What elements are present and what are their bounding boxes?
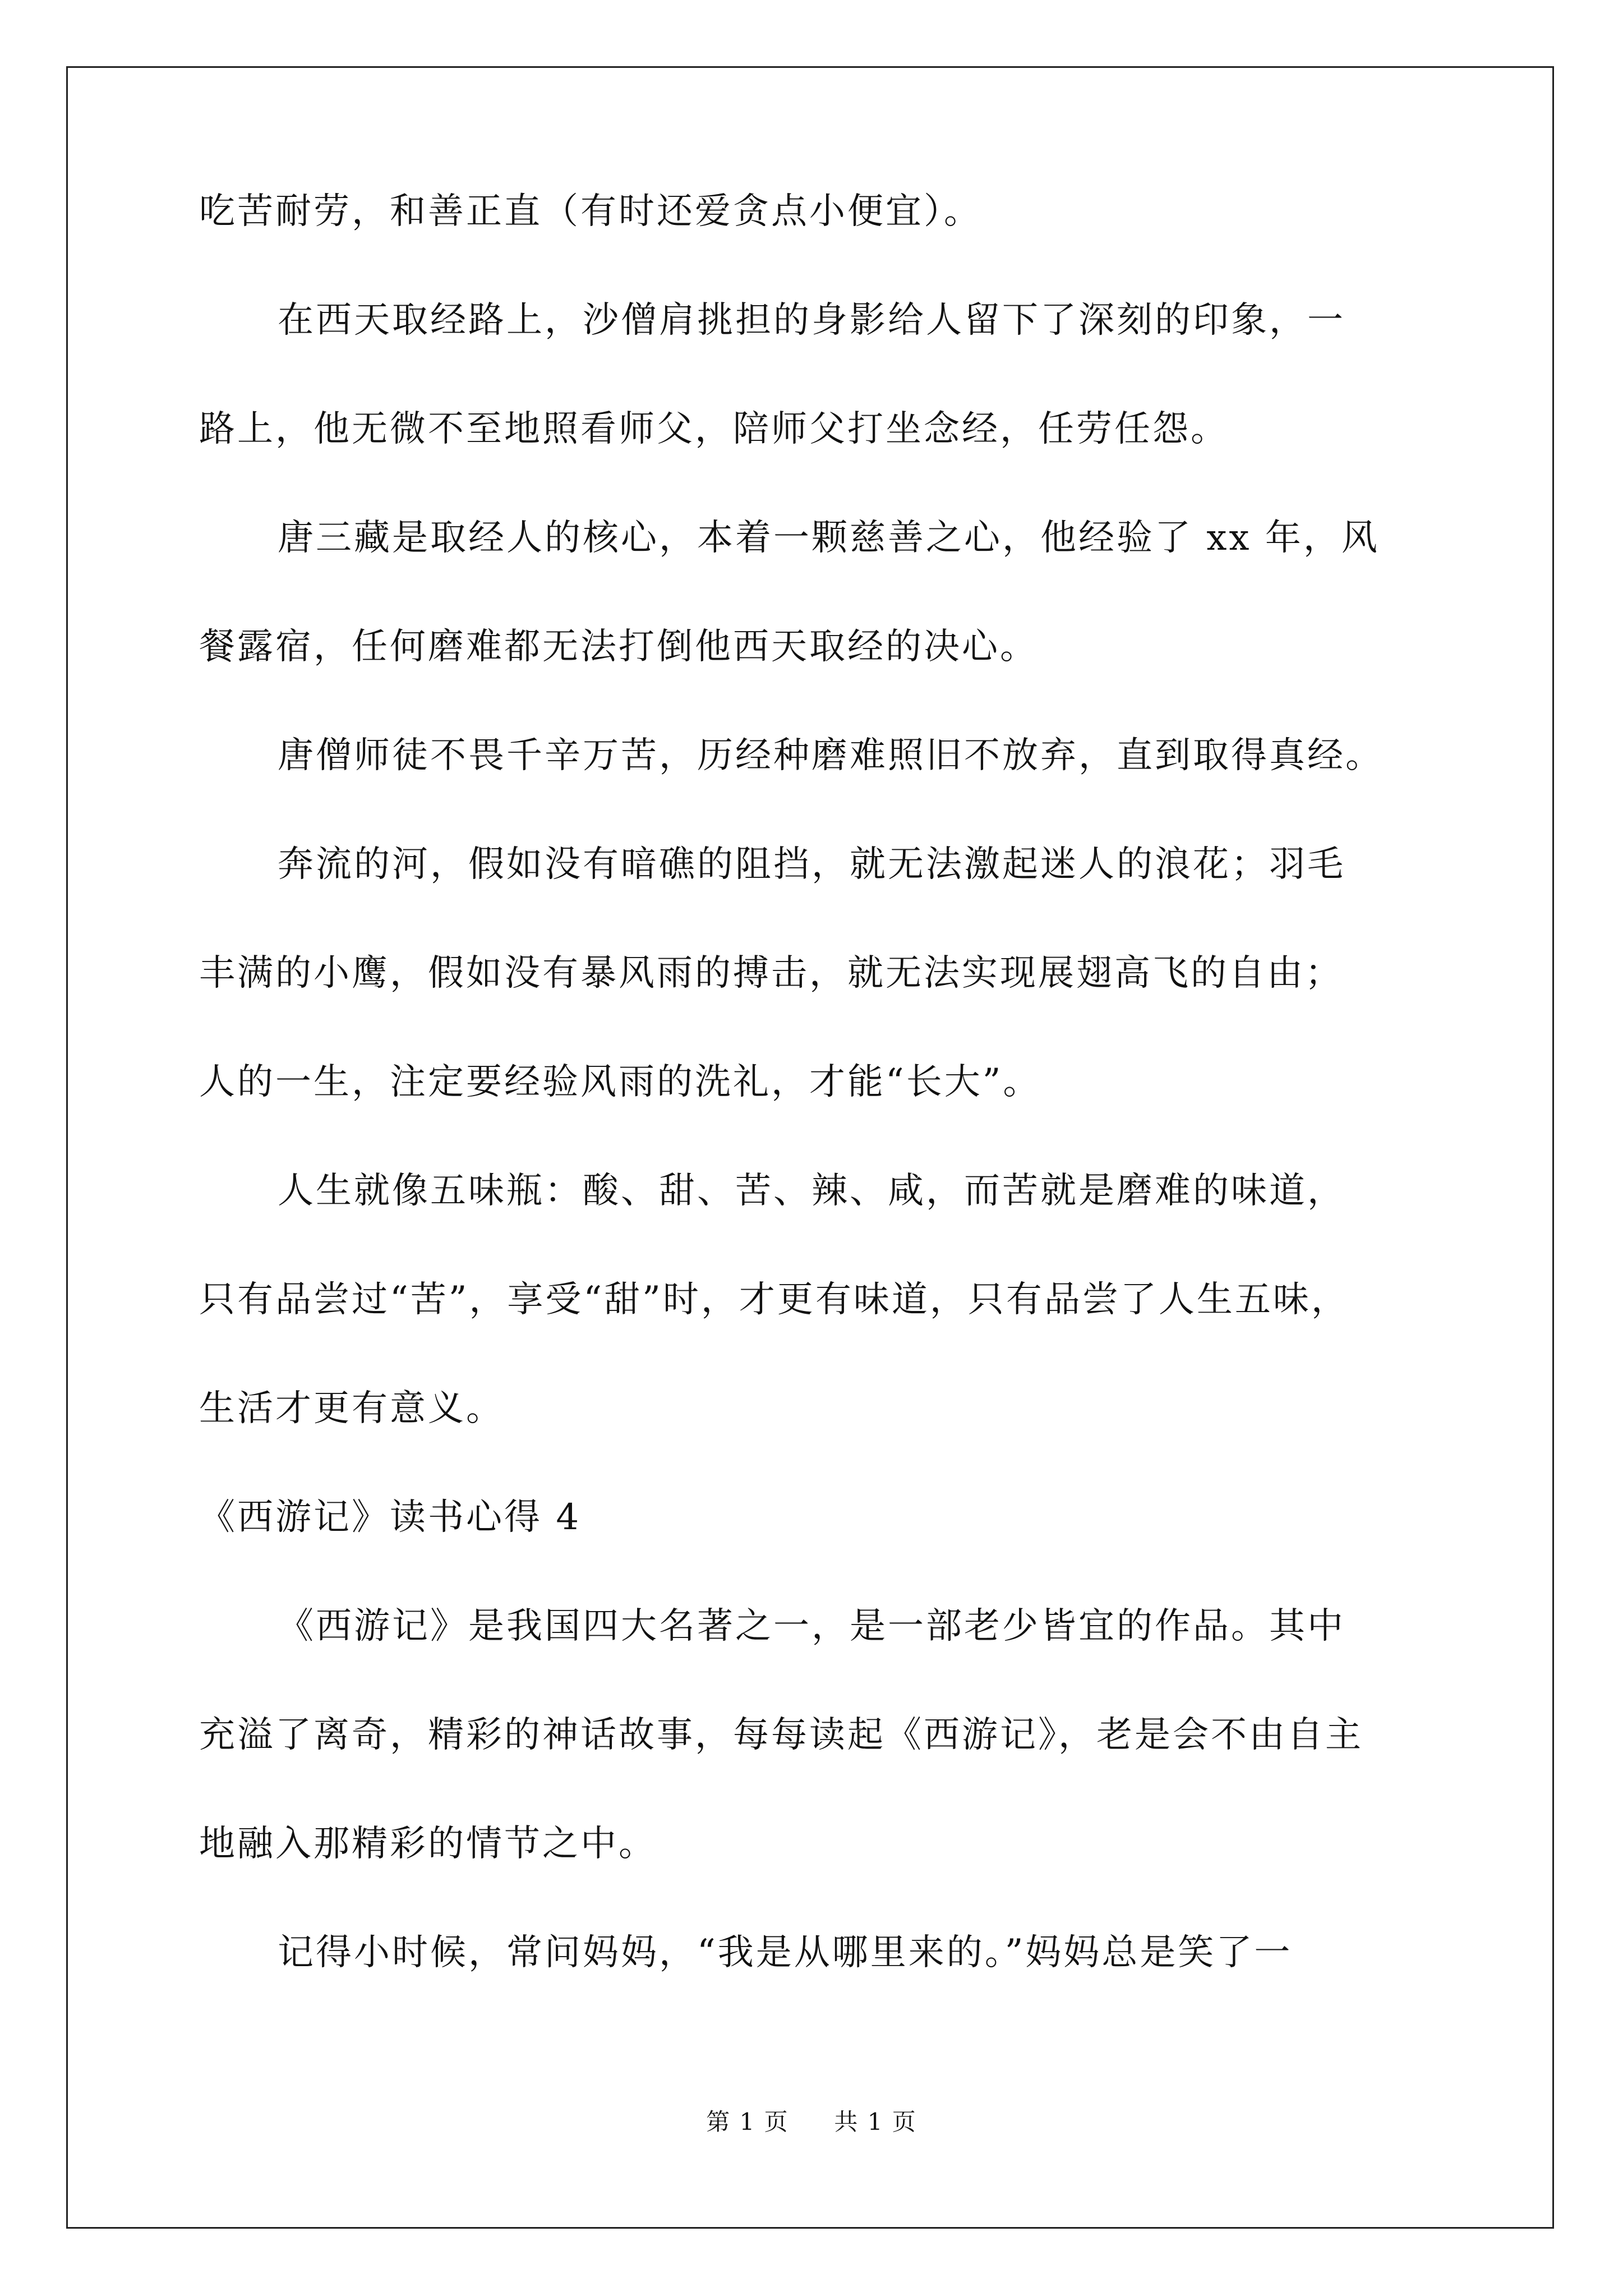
text-line: 充溢了离奇，精彩的神话故事，每每读起《西游记》，老是会不由自主 [199,1714,1363,1756]
section-heading: 《西游记》读书心得 4 [199,1497,582,1538]
text-line: 吃苦耐劳，和善正直（有时还爱贪点小便宜）。 [199,191,982,232]
text-line: 地融入那精彩的情节之中。 [199,1823,657,1865]
paragraph-start-line: 《西游记》是我国四大名著之一，是一部老少皆宜的作品。其中 [278,1605,1345,1647]
text-line: 餐露宿，任何磨难都无法打倒他西天取经的决心。 [199,626,1038,668]
text-line: 丰满的小鹰，假如没有暴风雨的搏击，就无法实现展翅高飞的自由； [199,953,1343,994]
paragraph-start-line: 人生就像五味瓶：酸、甜、苦、辣、咸，而苦就是磨难的味道， [278,1170,1345,1212]
paragraph-start-line: 在西天取经路上，沙僧肩挑担的身影给人留下了深刻的印象，一 [278,300,1345,341]
page-number: 第 1 页 [706,2108,789,2136]
page-footer [0,2110,1623,2134]
text-line: 只有品尝过“苦”，享受“甜”时，才更有味道，只有品尝了人生五味， [199,1279,1349,1320]
paragraph-start-line: 唐僧师徒不畏千辛万苦，历经种磨难照旧不放弃，直到取得真经。 [278,735,1384,776]
paragraph-start-line: 记得小时候，常问妈妈，“我是从哪里来的。”妈妈总是笑了一 [278,1932,1293,1973]
paragraph-start-line: 奔流的河，假如没有暗礁的阻挡，就无法激起迷人的浪花；羽毛 [278,844,1345,885]
page-total: 共 1 页 [834,2108,917,2136]
text-line: 人的一生，注定要经验风雨的洗礼，才能“长大”。 [199,1061,1041,1103]
text-line: 路上，他无微不至地照看师父，陪师父打坐念经，任劳任怨。 [199,408,1229,450]
text-line: 生活才更有意义。 [199,1388,504,1429]
paragraph-start-line: 唐三藏是取经人的核心，本着一颗慈善之心，他经验了 xx 年，风 [278,517,1380,559]
document-body [199,191,1433,2044]
